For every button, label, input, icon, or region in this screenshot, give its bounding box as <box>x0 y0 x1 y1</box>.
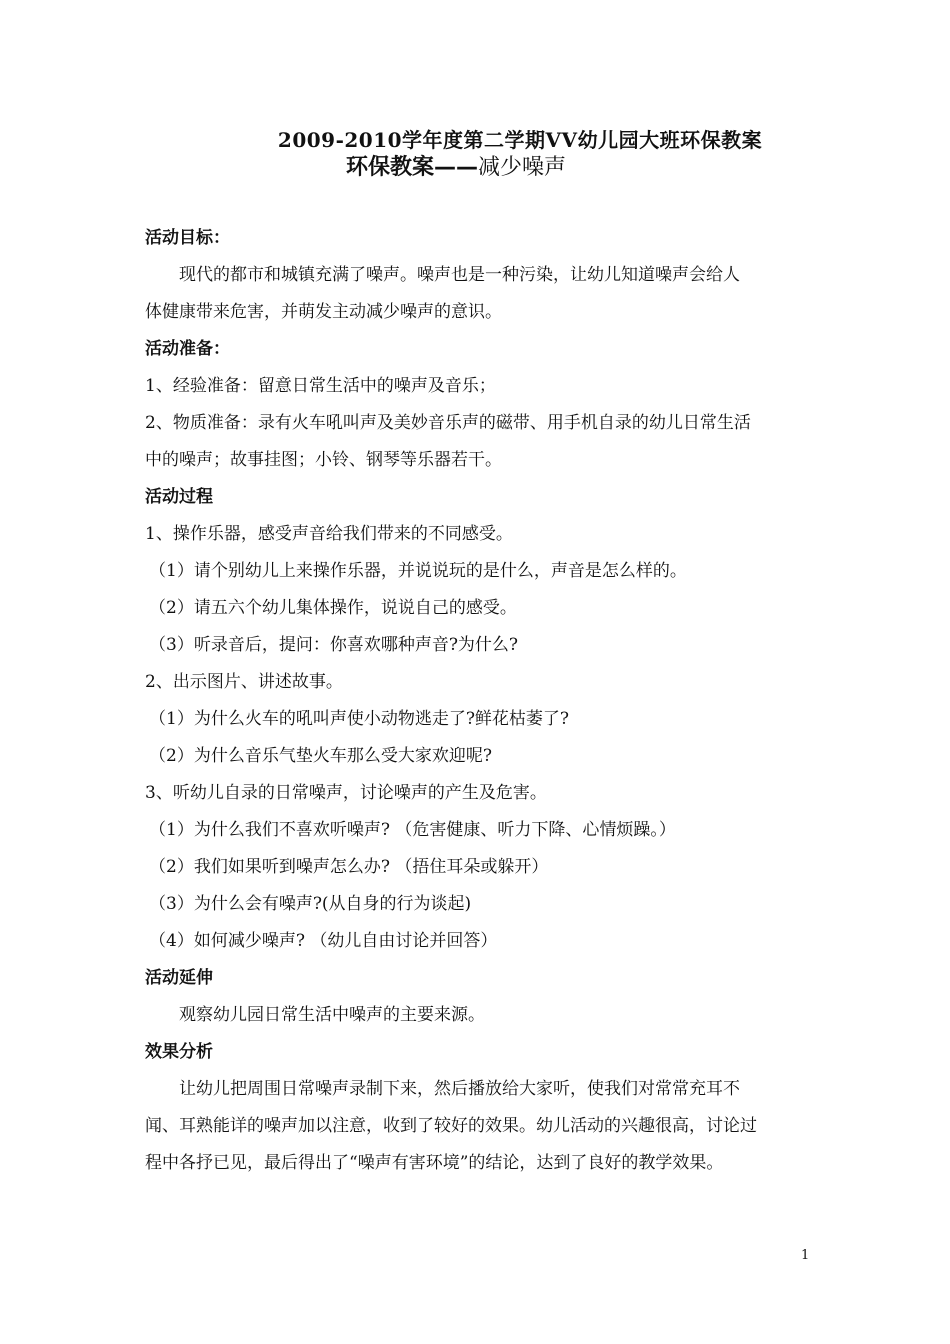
paragraph-line: 让幼儿把周围日常噪声录制下来，然后播放给大家听，使我们对常常充耳不 <box>179 1079 740 1099</box>
step-line: （1）为什么火车的吼叫声使小动物逃走了?鲜花枯萎了? <box>149 709 570 729</box>
step-line: （2）请五六个幼儿集体操作，说说自己的感受。 <box>149 598 517 618</box>
section-heading-preparation: 活动准备： <box>145 339 230 359</box>
paragraph-line: 2、物质准备：录有火车吼叫声及美妙音乐声的磁带、用手机自录的幼儿日常生活 <box>145 413 751 433</box>
subtitle-topic: 减少噪声 <box>478 155 567 180</box>
document-body <box>145 220 815 1182</box>
paragraph-line: 程中各抒已见，最后得出了“噪声有害环境”的结论，达到了良好的教学效果。 <box>145 1153 724 1173</box>
step-line: （1）请个别幼儿上来操作乐器，并说说玩的是什么，声音是怎么样的。 <box>149 561 687 581</box>
step-line: （2）我们如果听到噪声怎么办? （捂住耳朵或躲开） <box>149 857 549 877</box>
document-subtitle <box>346 150 566 181</box>
section-heading-extension: 活动延伸 <box>145 968 213 988</box>
step-line: （1）为什么我们不喜欢听噪声? （危害健康、听力下降、心情烦躁。） <box>149 820 676 840</box>
paragraph-line: 观察幼儿园日常生活中噪声的主要来源。 <box>179 1005 485 1025</box>
paragraph-line: 1、经验准备：留意日常生活中的噪声及音乐； <box>145 376 496 396</box>
step-line: （4）如何减少噪声? （幼儿自由讨论并回答） <box>149 931 498 951</box>
step-line: （3）听录音后，提问：你喜欢哪种声音?为什么? <box>149 635 519 655</box>
section-heading-goal: 活动目标： <box>145 228 230 248</box>
paragraph-line: 闻、耳熟能详的噪声加以注意，收到了较好的效果。幼儿活动的兴趣很高，讨论过 <box>145 1116 757 1136</box>
page-number: 1 <box>801 1248 810 1263</box>
subtitle-bold: 环保教案—— <box>346 155 479 180</box>
paragraph-line: 中的噪声；故事挂图；小铃、钢琴等乐器若干。 <box>145 450 502 470</box>
section-heading-analysis: 效果分析 <box>145 1042 213 1062</box>
section-heading-process: 活动过程 <box>145 487 213 507</box>
step-line: 1、操作乐器，感受声音给我们带来的不同感受。 <box>145 524 513 544</box>
step-line: （2）为什么音乐气垫火车那么受大家欢迎呢? <box>149 746 492 766</box>
step-line: 2、出示图片、讲述故事。 <box>145 672 343 692</box>
document-title: 2009-2010学年度第二学期VV幼儿园大班环保教案 <box>277 128 763 152</box>
paragraph-line: 现代的都市和城镇充满了噪声。噪声也是一种污染，让幼儿知道噪声会给人 <box>179 265 740 285</box>
step-line: 3、听幼儿自录的日常噪声，讨论噪声的产生及危害。 <box>145 783 547 803</box>
paragraph-line: 体健康带来危害，并萌发主动减少噪声的意识。 <box>145 302 502 322</box>
step-line: （3）为什么会有噪声?(从自身的行为谈起) <box>149 894 472 914</box>
